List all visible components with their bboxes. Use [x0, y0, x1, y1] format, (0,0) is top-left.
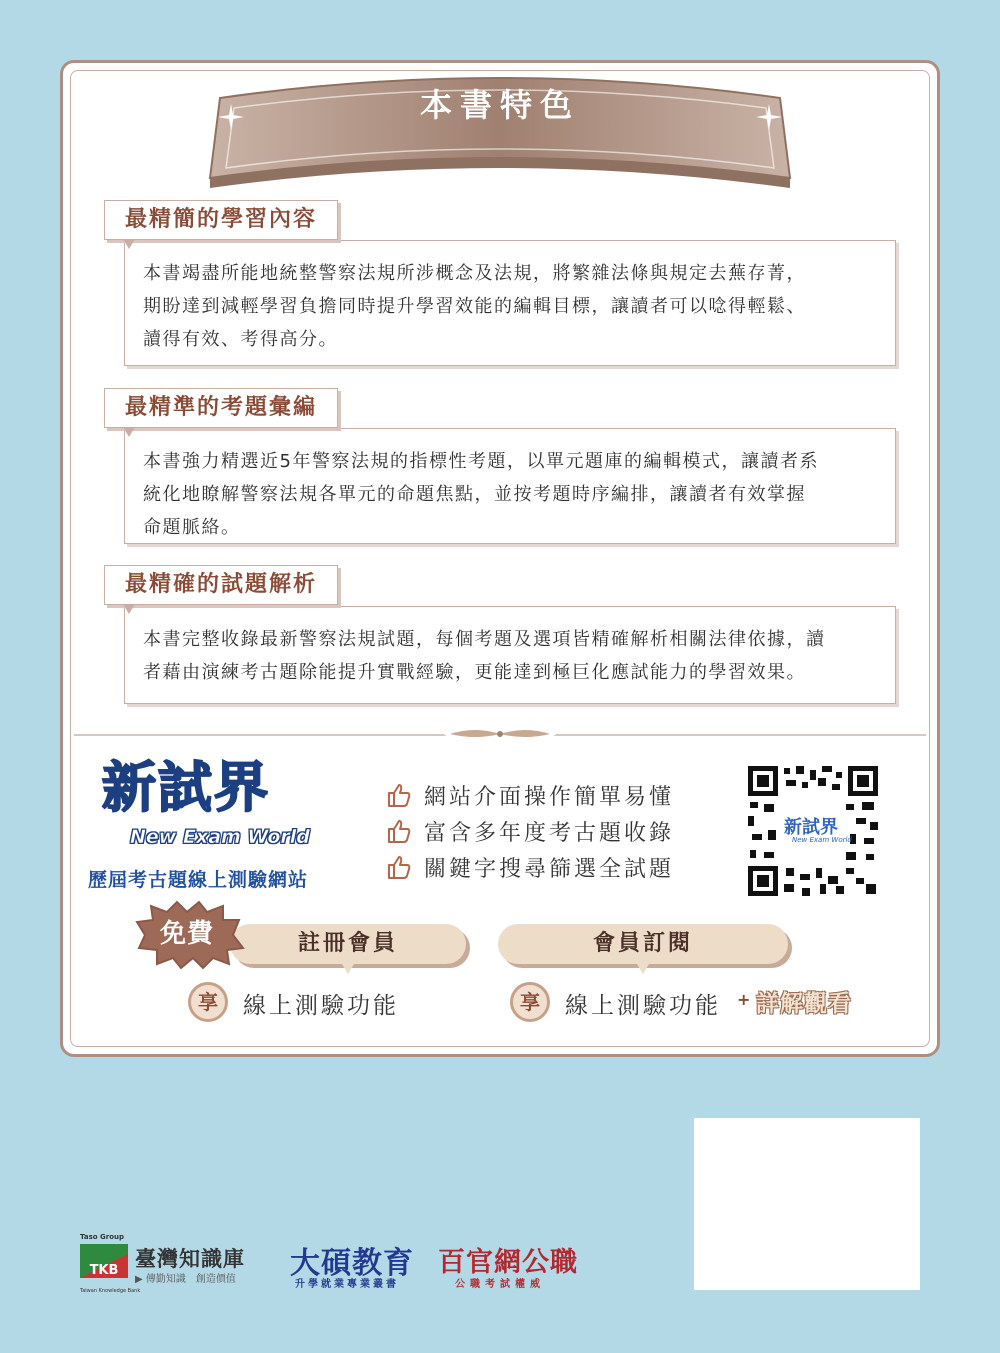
qr-logo-sublabel: New Exam World — [792, 836, 852, 844]
site-caption: 歷屆考古題線上測驗網站 — [88, 869, 309, 891]
subscribe-benefit: 線上測驗功能 — [565, 993, 721, 1019]
free-badge-text: 免費 — [160, 919, 215, 949]
subscribe-member-pill[interactable] — [498, 924, 788, 964]
tag-notch — [123, 427, 135, 437]
section-line: 命題脈絡。 — [143, 517, 241, 538]
thumbs-up-icon — [386, 854, 412, 880]
section-line: 本書強力精選近5年警察法規的指標性考題，以單元題庫的編輯模式，讓讀者系 — [143, 451, 819, 472]
section-line: 者藉由演練考古題除能提升實戰經驗，更能達到極巨化應試能力的學習效果。 — [143, 662, 806, 683]
section-heading-text: 最精確的試題解析 — [125, 572, 318, 597]
section-heading-text: 最精簡的學習內容 — [125, 207, 318, 232]
publisher-3-name: 百官網公職 — [438, 1247, 578, 1278]
pill-notch — [342, 964, 354, 974]
publisher-2-name: 大碩教育 — [290, 1246, 414, 1281]
section-2-body — [124, 428, 896, 544]
page-title: 本書特色 — [419, 86, 580, 124]
site-logo-subtitle: New Exam World — [130, 826, 310, 848]
publisher-3-sub: 公職考試權威 — [455, 1279, 545, 1290]
tkb-sub: Taiwan Knowledge Bank — [80, 1288, 141, 1294]
section-line: 讀得有效、考得高分。 — [143, 329, 338, 350]
section-heading-text: 最精準的考題彙編 — [125, 395, 318, 420]
register-member-pill[interactable] — [230, 924, 466, 964]
feature-text: 關鍵字搜尋篩選全試題 — [424, 856, 675, 882]
register-label: 註冊會員 — [297, 931, 398, 956]
section-line: 統化地瞭解警察法規各單元的命題焦點，並按考題時序編排，讓讀者有效掌握 — [143, 484, 806, 505]
qr-logo-label: 新試界 — [784, 817, 838, 838]
register-benefit: 線上測驗功能 — [243, 993, 399, 1019]
feature-item — [386, 816, 674, 846]
tkb-mark: TKB — [89, 1263, 119, 1278]
tkb-logo-icon — [80, 1244, 128, 1286]
thumbs-up-icon — [386, 818, 412, 844]
section-2-heading — [104, 388, 338, 428]
publisher-1-name: 臺灣知識庫 — [135, 1247, 245, 1271]
enjoy-badge: 享 — [188, 982, 228, 1022]
pill-notch — [637, 964, 649, 974]
thumbs-up-icon — [386, 782, 412, 808]
feature-item — [386, 852, 674, 882]
tag-notch — [123, 239, 135, 249]
section-3-body — [124, 606, 896, 704]
tag-notch — [123, 604, 135, 614]
feature-text: 富含多年度考古題收錄 — [424, 820, 675, 846]
group-label: Taso Group — [80, 1233, 125, 1241]
section-3-heading — [104, 565, 338, 605]
section-line: 本書竭盡所能地統整警察法規所涉概念及法規，將繁雜法條與規定去蕪存菁， — [143, 263, 806, 284]
site-logo-title: 新試界 — [102, 756, 270, 819]
section-line: 本書完整收錄最新警察法規試題，每個考題及選項皆精確解析相關法律依據，讀 — [143, 629, 826, 650]
publisher-2-sub: 升學就業專業叢書 — [295, 1279, 399, 1290]
enjoy-badge: 享 — [510, 982, 550, 1022]
ornament-icon — [440, 726, 560, 742]
section-line: 期盼達到減輕學習負擔同時提升學習效能的編輯目標，讓讀者可以唸得輕鬆、 — [143, 296, 806, 317]
barcode-area — [694, 1118, 920, 1290]
subscribe-extra-benefit: 詳解觀看 — [756, 991, 852, 1017]
feature-text: 網站介面操作簡單易懂 — [424, 784, 675, 810]
feature-item — [386, 780, 674, 810]
publisher-1-slogan: ▶ 傳勤知識 創造價值 — [135, 1274, 236, 1285]
section-1-body — [124, 240, 896, 366]
plus-sign: + — [737, 990, 751, 1009]
subscribe-label: 會員訂閱 — [592, 931, 693, 956]
section-1-heading — [104, 200, 338, 240]
